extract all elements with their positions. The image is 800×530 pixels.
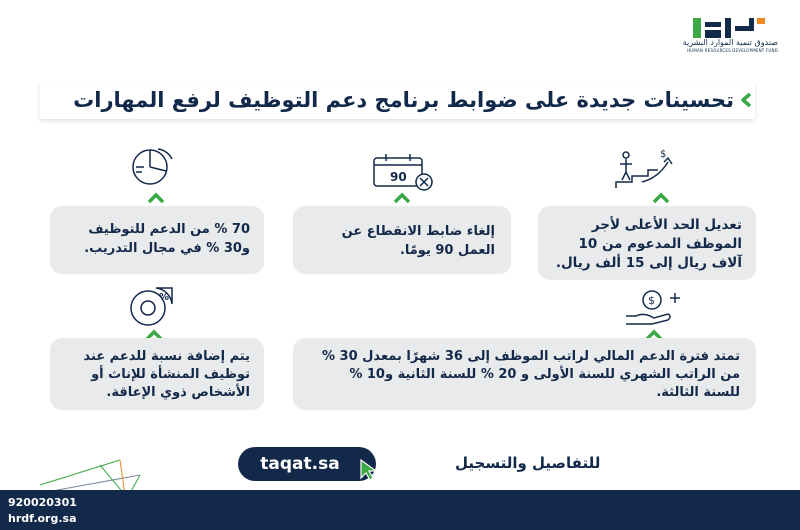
card-women-disabled: يتم إضافة نسبة للدعم عند توظيف المنشأة للإناث أو الأشخاص ذوي الإعاقة. bbox=[50, 338, 264, 410]
percent-label: % bbox=[159, 292, 170, 303]
taqat-link-label: taqat.sa bbox=[260, 454, 340, 474]
card-salary-cap: تعديل الحد الأعلى لأجر الموظف المدعوم من 10 آلاف ريال إلى 15 ألف ريال. bbox=[538, 206, 756, 280]
hand-money-icon bbox=[622, 288, 686, 328]
logo-english-name: HUMAN RESOURCES DEVELOPMENT FUND bbox=[687, 48, 778, 53]
percent-chart-icon bbox=[126, 284, 182, 328]
cursor-icon bbox=[357, 458, 381, 482]
svg-text:$: $ bbox=[660, 149, 667, 160]
taqat-link-button[interactable] bbox=[238, 447, 376, 481]
footer-bar bbox=[0, 490, 800, 530]
calendar-90-icon bbox=[372, 152, 438, 192]
hrdf-logo bbox=[683, 12, 778, 62]
card-duration: تمتد فترة الدعم المالي لراتب الموظف إلى 36 شهرًا بمعدل 30 % من الراتب الشهري للسنة الأولى و 20 % للسنة الثانية و10 % للسنة الثالثة. bbox=[293, 338, 756, 410]
up-chevron-icon bbox=[393, 192, 411, 204]
logo-arabic-name: صندوق تنمية الموارد البشرية bbox=[682, 38, 778, 47]
page-title: تحسينات جديدة على ضوابط برنامج دعم التوظيف لرفع المهارات bbox=[73, 88, 734, 112]
pie-chart-icon bbox=[128, 147, 180, 189]
up-chevron-icon bbox=[147, 192, 165, 204]
growth-stairs-icon bbox=[612, 148, 684, 190]
details-label: للتفاصيل والتسجيل bbox=[455, 454, 601, 472]
svg-text:$: $ bbox=[648, 294, 655, 307]
card-training: 70 % من الدعم للتوظيف و30 % في مجال التدريب. bbox=[50, 206, 264, 274]
up-chevron-icon bbox=[652, 192, 670, 204]
footer-website[interactable]: hrdf.org.sa bbox=[8, 512, 77, 525]
chevron-left-icon bbox=[738, 91, 756, 109]
card-interruption: إلغاء ضابط الانقطاع عن العمل 90 يومًا. bbox=[293, 206, 511, 274]
calendar-number: 90 bbox=[390, 170, 407, 184]
footer-phone: 920020301 bbox=[8, 496, 77, 509]
